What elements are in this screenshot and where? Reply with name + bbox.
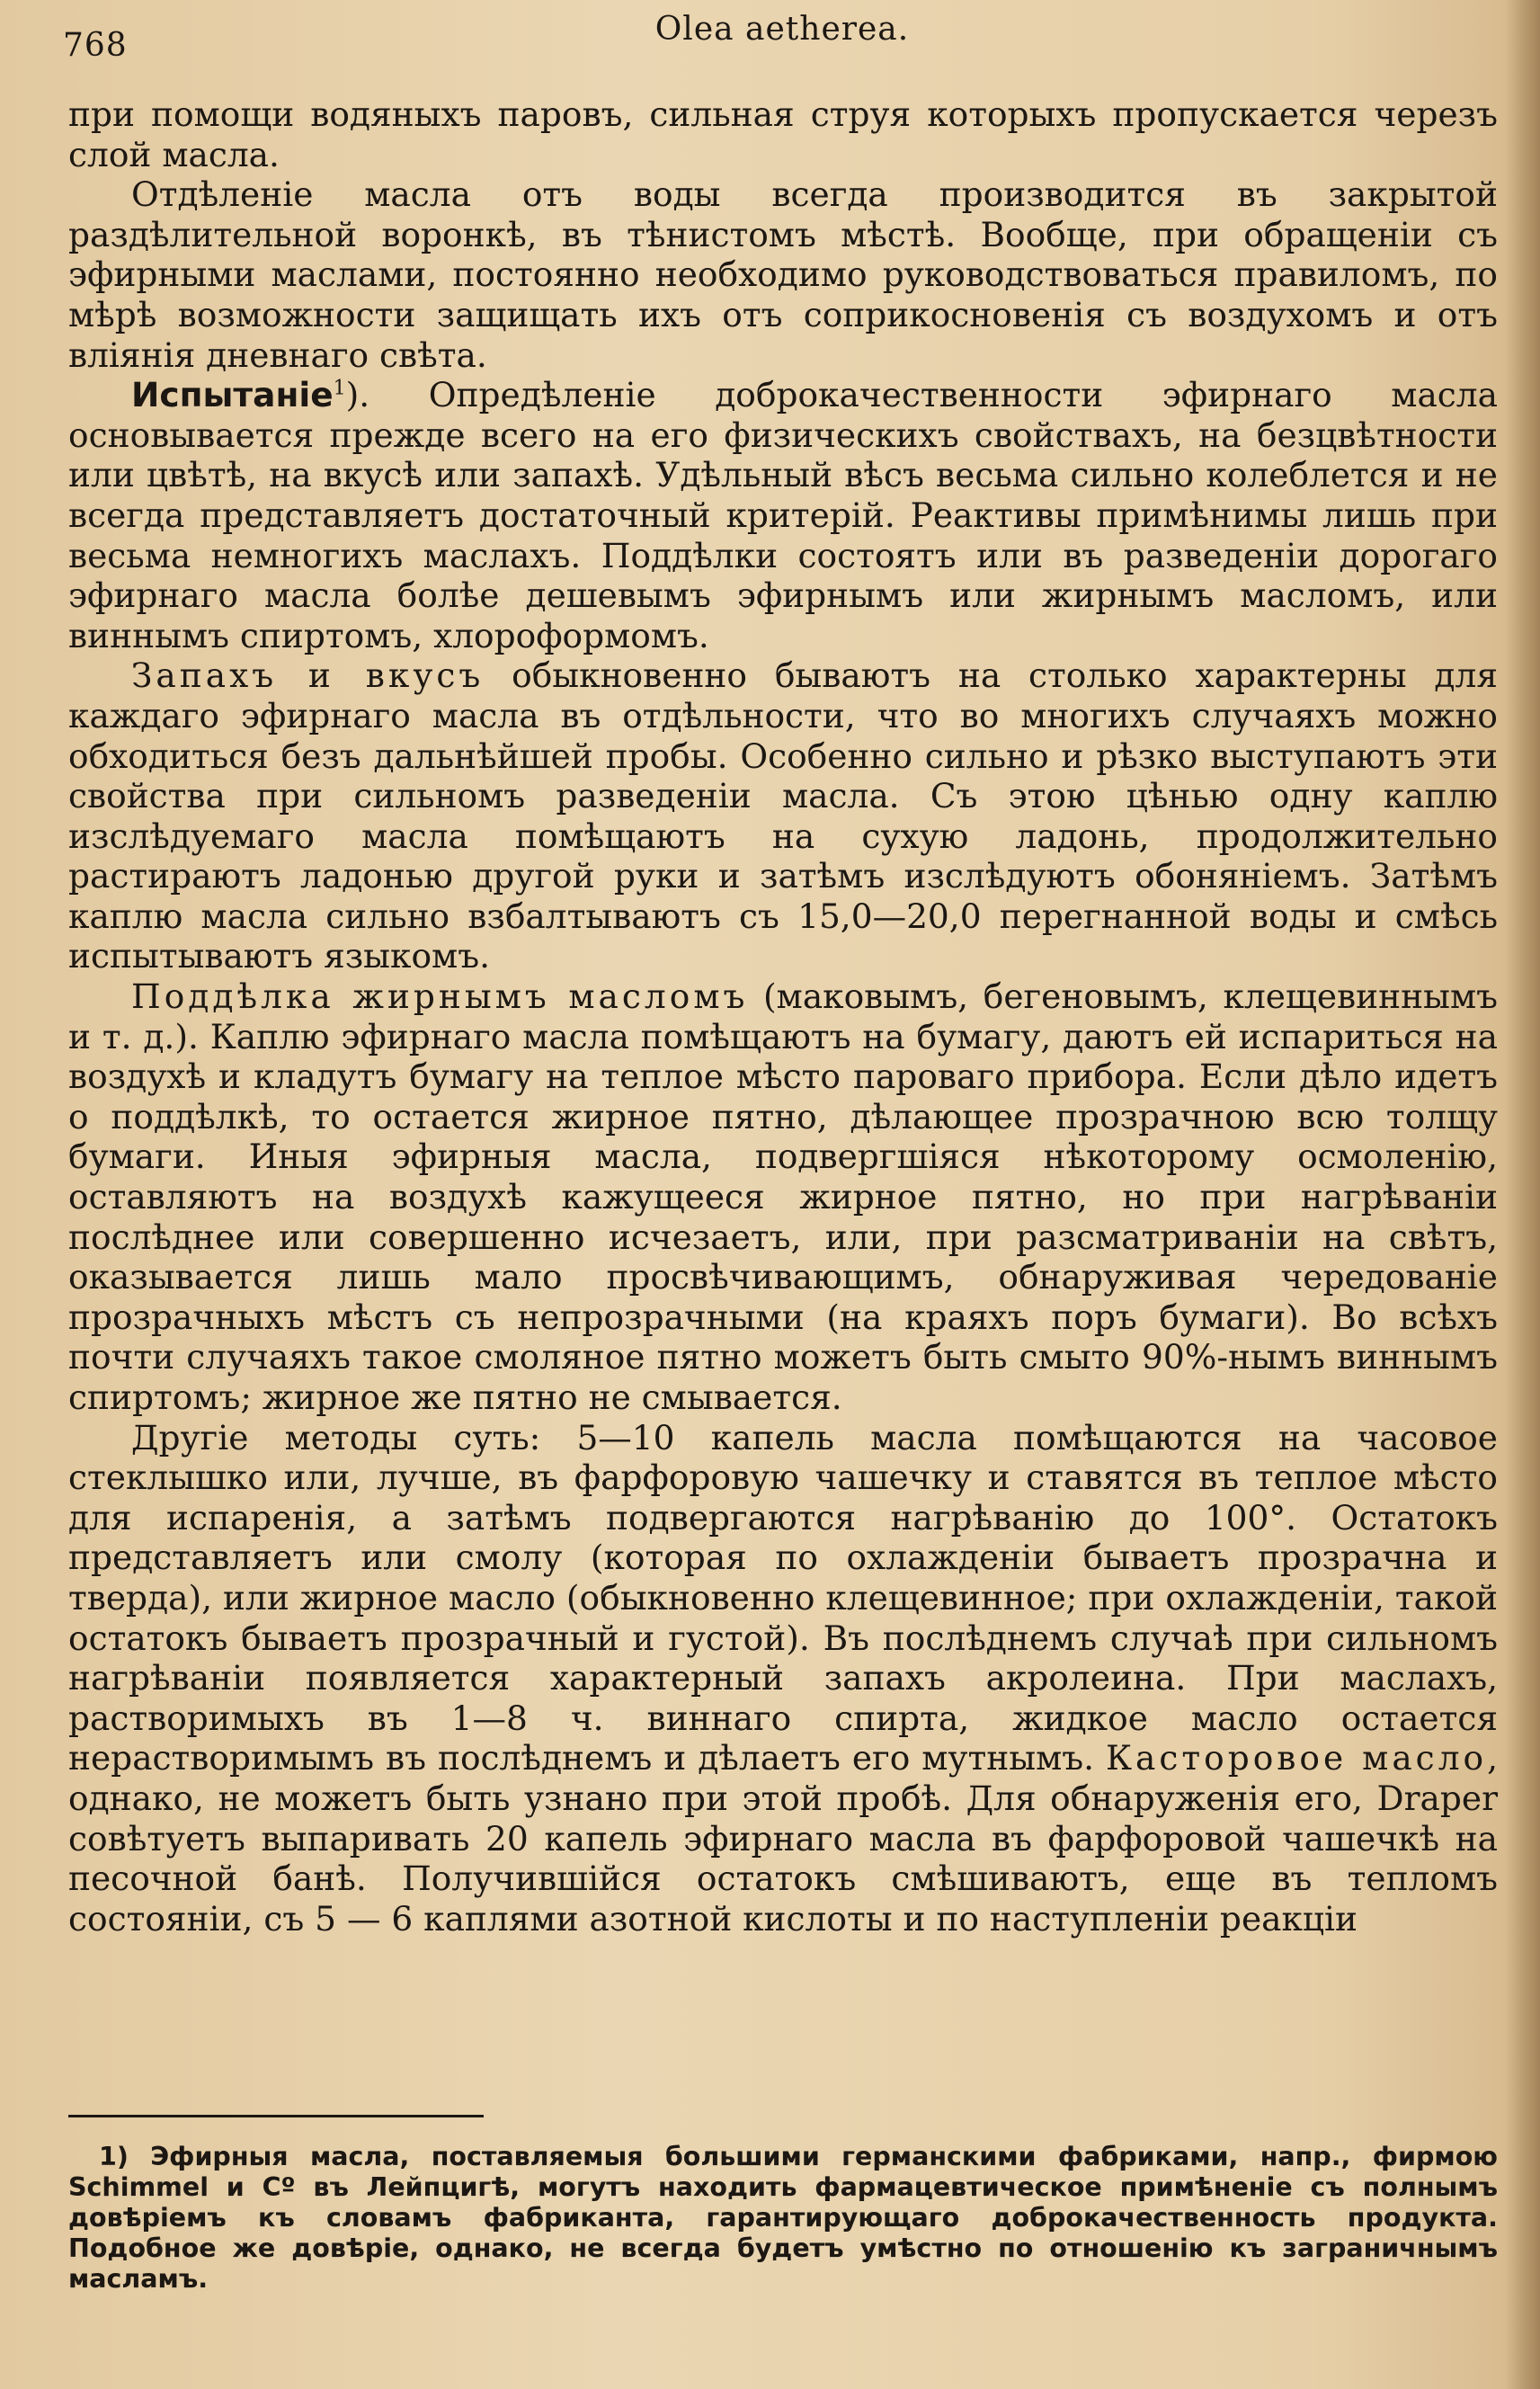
paragraph-3-text: ). Опредѣленіе доброкачественности эфирнаго масла основывается прежде всего на его физическихъ свойствахъ, на безцвѣтности или цвѣтѣ, на вкусѣ или запахѣ. Удѣльный вѣсъ весьма сильно колеблется и не всегда представляетъ достаточный критерій. Реактивы примѣнимы лишь при весьма немногихъ маслахъ. Поддѣлки состоятъ или въ разведеніи дорогаго эфирнаго масла болѣе дешевымъ эфирнымъ или жирнымъ масломъ, или виннымъ спиртомъ, хлороформомъ. bbox=[68, 375, 1498, 655]
page-header bbox=[63, 11, 1501, 65]
paragraph-4 bbox=[68, 655, 1498, 976]
footnote bbox=[68, 2142, 1498, 2295]
section-heading-ispytanie: Испытаніе bbox=[131, 375, 334, 415]
paragraph-6-text-b: , однако, не можетъ быть узнано при этой пробѣ. Для обнаруженія его, Draper совѣтуетъ выпаривать 20 капель эфирнаго масла въ фарфоровой чашечкѣ на песочной банѣ. Получившійся остатокъ смѣшиваютъ, еще въ тепломъ состояніи, съ 5 — 6 каплями азотной кислоты и по наступленіи реакціи bbox=[68, 1738, 1499, 1939]
lead-kastorovoe-maslo: Касторовое масло bbox=[1106, 1738, 1488, 1778]
paragraph-6 bbox=[68, 1418, 1498, 1939]
paragraph-1: при помощи водяныхъ паровъ, сильная струя которыхъ пропускается черезъ слой масла. bbox=[68, 94, 1498, 174]
running-head: Olea aetherea. bbox=[654, 11, 910, 48]
body-text bbox=[68, 94, 1498, 1939]
lead-poddelka: Поддѣлка жирнымъ масломъ bbox=[131, 976, 749, 1017]
page-number: 768 bbox=[63, 27, 128, 64]
paragraph-5-text: (маковымъ, бегеновымъ, клещевиннымъ и т. д.). Каплю эфирнаго масла помѣщаютъ на бумагу, даютъ ей испариться на воздухѣ и кладутъ бумагу на теплое мѣсто пароваго прибора. Если дѣло идетъ о поддѣлкѣ, то остается жирное пятно, дѣлающее прозрачною всю толщу бумаги. Иныя эфирныя масла, подвергшіяся нѣкоторому осмоленію, оставляютъ на воздухѣ кажущееся жирное пятно, но при нагрѣваніи послѣднее или совершенно исчезаетъ, или, при разсматриваніи на свѣтъ, оказывается лишь мало просвѣчивающимъ, обнаруживая чередованіе прозрачныхъ мѣстъ съ непрозрачными (на краяхъ поръ бумаги). Во всѣхъ почти случаяхъ такое смоляное пятно можетъ быть смыто 90%-нымъ виннымъ спиртомъ; жирное же пятно не смывается. bbox=[68, 976, 1498, 1417]
paragraph-5 bbox=[68, 976, 1498, 1418]
paragraph-4-text: обыкновенно бываютъ на столько характерны для каждаго эфирнаго масла въ отдѣльности, что во многихъ случаяхъ можно обходиться безъ дальнѣйшей пробы. Особенно сильно и рѣзко выступаютъ эти свойства при сильномъ разведеніи масла. Съ этою цѣнью одну каплю изслѣдуемаго масла помѣщаютъ на сухую ладонь, продолжительно растираютъ ладонью другой руки и затѣмъ изслѣдуютъ обоняніемъ. Затѣмъ каплю масла сильно взбалтываютъ съ 15,0—20,0 перегнанной воды и смѣсь испытываютъ языкомъ. bbox=[68, 655, 1499, 976]
footnote-ref: 1 bbox=[333, 377, 346, 400]
lead-zapakh-i-vkus: Запахъ и вкусъ bbox=[131, 655, 485, 696]
paragraph-2: Отдѣленіе масла отъ воды всегда производится въ закрытой раздѣлительной воронкѣ, въ тѣнистомъ мѣстѣ. Вообще, при обращеніи съ эфирными маслами, постоянно необходимо руководствоваться правиломъ, по мѣрѣ возможности защищать ихъ отъ соприкосновенія съ воздухомъ и отъ вліянія дневнаго свѣта. bbox=[68, 174, 1498, 375]
footnote-rule bbox=[68, 2115, 484, 2117]
paragraph-6-text-a: Другіе методы суть: 5—10 капель масла помѣщаются на часовое стеклышко или, лучше, въ фарфоровую чашечку и ставятся въ теплое мѣсто для испаренія, а затѣмъ подвергаются нагрѣванію до 100°. Остатокъ представляетъ или смолу (которая по охлажденіи бываетъ прозрачна и тверда), или жирное масло (обыкновенно клещевинное; при охлажденіи, такой остатокъ бываетъ прозрачный и густой). Въ послѣднемъ случаѣ при сильномъ нагрѣваніи появляется характерный запахъ акролеина. При маслахъ, растворимыхъ въ 1—8 ч. виннаго спирта, жидкое масло остается нерастворимымъ въ послѣднемъ и дѣлаетъ его мутнымъ. bbox=[68, 1417, 1498, 1778]
page-spine-shadow bbox=[1504, 0, 1540, 2389]
footnote-text: Эфирныя масла, поставляемыя большими германскими фабриками, напр., фирмою Schimmel и Cº въ Лейпцигѣ, могутъ находить фармацевтическое примѣненіе съ полнымъ довѣріемъ къ словамъ фабриканта, гарантирующаго доброкачественность продукта. Подобное же довѣріе, однако, не всегда будетъ умѣстно по отношенію къ заграничнымъ масламъ. bbox=[68, 2142, 1498, 2294]
paragraph-3 bbox=[68, 375, 1498, 655]
footnote-marker: 1) bbox=[99, 2142, 129, 2171]
